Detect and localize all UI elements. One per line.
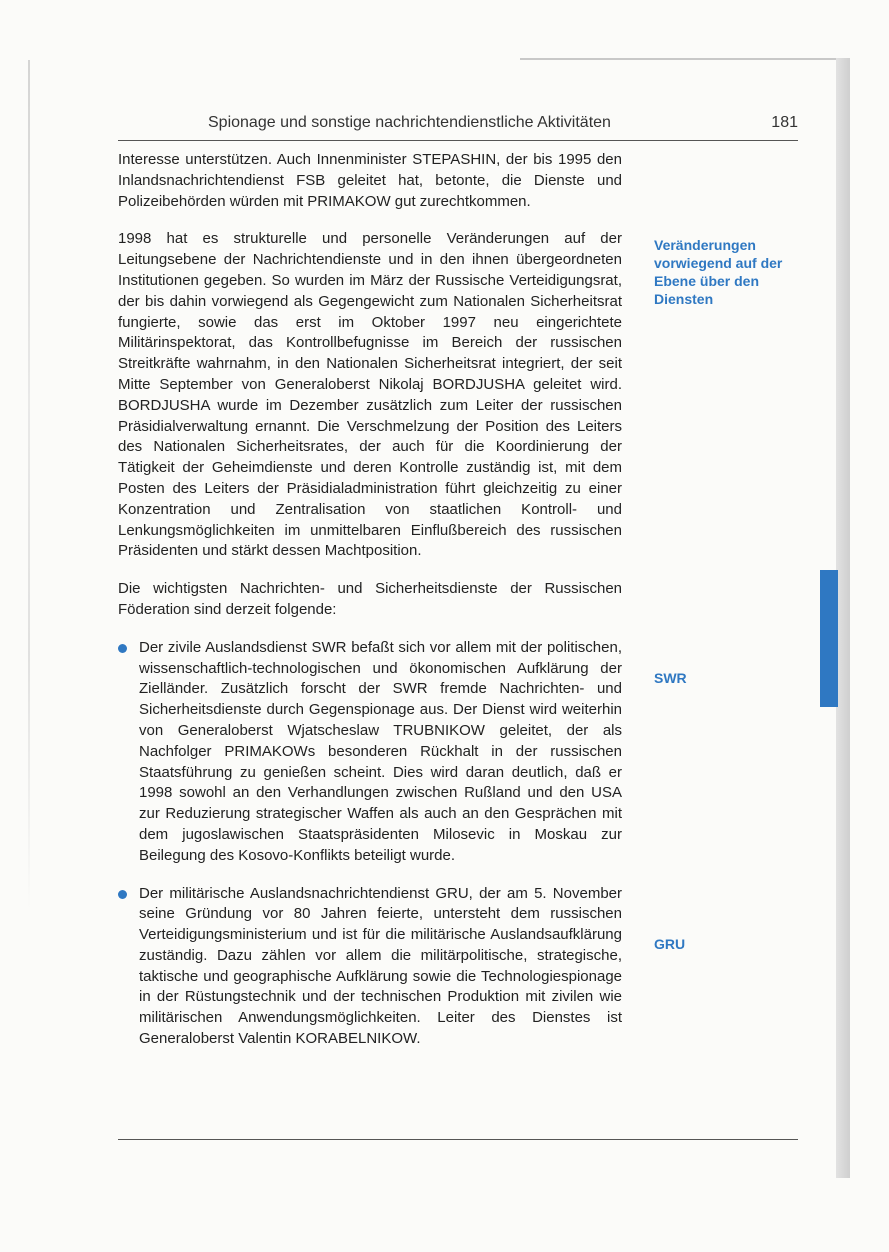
list-item-gru bbox=[118, 884, 622, 1050]
footer-rule bbox=[118, 1139, 798, 1140]
scan-edge-right bbox=[836, 58, 850, 1178]
margin-note-changes: Veränderungen vorwiegend auf der Ebene über den Diensten bbox=[654, 237, 783, 307]
list-item-swr-text: Der zivile Auslandsdienst SWR befaßt sich vor allem mit der politischen, wissenschaftlich-technologischen und ökonomischen Aufklärung der Zielländer. Zusätzlich forscht der SWR fremde Nachrichten- und Sicherheitsdienste durch Gegenspionage aus. Der Dienst wird weiterhin von Generaloberst Wjatscheslaw TRUBNIKOW geleitet, der als Nachfolger PRIMAKOWs besonderen Rückhalt in der russischen Staatsführung zu genießen scheint. Dies wird daran deutlich, daß er 1998 sowohl an den Verhandlungen zwischen Rußland und den USA zur Reduzierung strategischer Waffen als auch an den Gesprächen mit dem jugoslawischen Staatspräsidenten Milosevic in Moskau zur Beilegung des Kosovo-Konflikts beteiligt wurde. bbox=[139, 638, 622, 864]
running-header-title: Spionage und sonstige nachrichtendienstliche Aktivitäten bbox=[208, 114, 611, 131]
chapter-thumb-tab bbox=[820, 570, 838, 707]
body-column bbox=[118, 150, 622, 1067]
running-header bbox=[118, 114, 798, 136]
header-rule bbox=[118, 140, 798, 141]
margin-note-swr: SWR bbox=[654, 670, 687, 686]
bullet-icon bbox=[118, 644, 127, 653]
scan-edge-top bbox=[520, 58, 836, 60]
bullet-icon bbox=[118, 890, 127, 899]
list-item-gru-text: Der militärische Auslandsnachrichtendienst GRU, der am 5. November seine Gründung vor 80 Jahren feierte, untersteht dem russischen Verteidigungsministerium und ist für die militärische Auslandsaufklärung zuständig. Dazu zählen vor allem die militärpolitische, strategische, taktische und geographische Aufklärung sowie die Technologiespionage in der Rüstungstechnik und der technischen Produktion mit zivilen wie militärischen Anwendungsmöglichkeiten. Leiter des Dienstes ist Generaloberst Valentin KORABELNIKOW. bbox=[139, 884, 622, 1048]
list-item-swr bbox=[118, 638, 622, 867]
margin-note-gru: GRU bbox=[654, 936, 686, 952]
paragraph-continuation: Interesse unterstützen. Auch Innenminister STEPASHIN, der bis 1995 den Inlandsnachrichtendienst FSB geleitet hat, betonte, die Dienste und Polizeibehörden würden mit PRIMAKOW gut zurechtkommen. bbox=[118, 151, 622, 210]
paragraph-services-intro: Die wichtigsten Nachrichten- und Sicherheitsdienste der Russischen Föderation sind derzeit folgende: bbox=[118, 580, 622, 618]
page-number: 181 bbox=[771, 114, 798, 131]
services-list bbox=[118, 638, 622, 1050]
scan-edge-left bbox=[28, 60, 30, 910]
paragraph-changes: 1998 hat es strukturelle und personelle Veränderungen auf der Leitungsebene der Nachrichtendienste und in den ihnen übergeordneten Institutionen gegeben. So wurden im März der Russische Verteidigungsrat, der bis dahin vorwiegend als Gegengewicht zum Nationalen Sicherheitsrat fungierte, sowie das erst im Oktober 1997 neu eingerichtete Militärinspektorat, das Kontrollbefugnisse im Bereich der russischen Streitkräfte wahrnahm, in den Nationalen Sicherheitsrat integriert, der seit Mitte September von Generaloberst Nikolaj BORDJUSHA geleitet wird. BORDJUSHA wurde im Dezember zusätzlich zum Leiter der russischen Präsidialverwaltung ernannt. Die Verschmelzung der Position des Leiters des Nationalen Sicherheitsrates, der auch für die Koordinierung der Tätigkeit der Geheimdienste und deren Kontrolle zuständig ist, mit dem Posten des Leiters der Präsidialadministration führt gleichzeitig zu einer Konzentration und Zentralisation von staatlichen Kontroll- und Lenkungsmöglichkeiten im unmittelbaren Einflußbereich des russischen Präsidenten und stärkt dessen Machtposition. bbox=[118, 230, 622, 560]
